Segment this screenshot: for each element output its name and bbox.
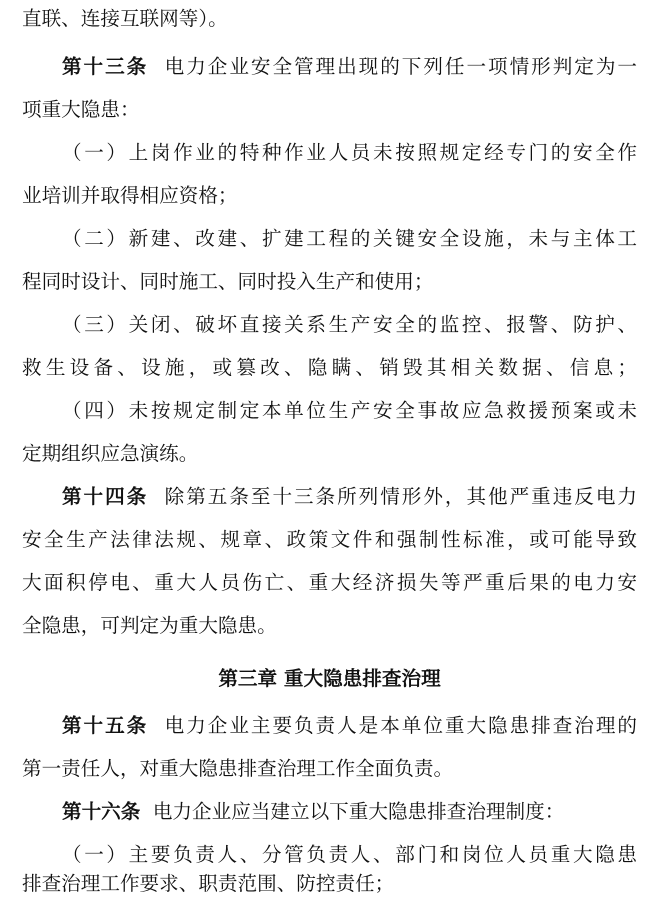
text-line: 大面积停电、重大人员伤亡、重大经济损失等严重后果的电力安 [22, 571, 637, 594]
text-line: 排查治理工作要求、职责范围、防控责任； [22, 872, 395, 895]
chapter-heading: 第三章 重大隐患排查治理 [218, 667, 441, 690]
text-line: （四）未按规定制定本单位生产安全事故应急救援预案或未 [62, 399, 637, 422]
article-15-label: 第十五条 [62, 714, 149, 737]
article-14-label: 第十四条 [62, 485, 149, 508]
article-13-text: 电力企业安全管理出现的下列任一项情形判定为一 [164, 55, 637, 78]
article-13-label: 第十三条 [62, 55, 149, 78]
text-line: 第一责任人，对重大隐患排查治理工作全面负责。 [22, 757, 454, 780]
article-16-text: 电力企业应当建立以下重大隐患排查治理制度： [152, 800, 565, 823]
article-15-text: 电力企业主要负责人是本单位重大隐患排查治理的 [164, 714, 637, 737]
article-15-line [62, 712, 637, 740]
text-line: 救生设备、设施，或篡改、隐瞒、销毁其相关数据、信息； [22, 356, 637, 379]
text-line: 定期组织应急演练。 [22, 442, 199, 465]
text-line: （一）上岗作业的特种作业人员未按照规定经专门的安全作 [62, 141, 637, 164]
text-line: 项重大隐患： [22, 98, 140, 121]
text-line: （三）关闭、破坏直接关系生产安全的监控、报警、防护、 [62, 313, 637, 336]
text-line: （一）主要负责人、分管负责人、部门和岗位人员重大隐患 [62, 843, 637, 866]
text-line: 直联、连接互联网等）。 [22, 7, 228, 30]
text-line: 业培训并取得相应资格； [22, 184, 238, 207]
article-14-line [62, 483, 637, 511]
text-line: 程同时设计、同时施工、同时投入生产和使用； [22, 270, 434, 293]
text-line: 全隐患，可判定为重大隐患。 [22, 614, 277, 637]
article-13-line [62, 53, 637, 81]
text-line: 安全生产法律法规、规章、政策文件和强制性标准，或可能导致 [22, 528, 637, 551]
article-16-line [62, 798, 637, 826]
text-line: （二）新建、改建、扩建工程的关键安全设施，未与主体工 [62, 227, 637, 250]
article-16-label: 第十六条 [62, 800, 141, 823]
article-14-text: 除第五条至十三条所列情形外，其他严重违反电力 [164, 485, 637, 508]
